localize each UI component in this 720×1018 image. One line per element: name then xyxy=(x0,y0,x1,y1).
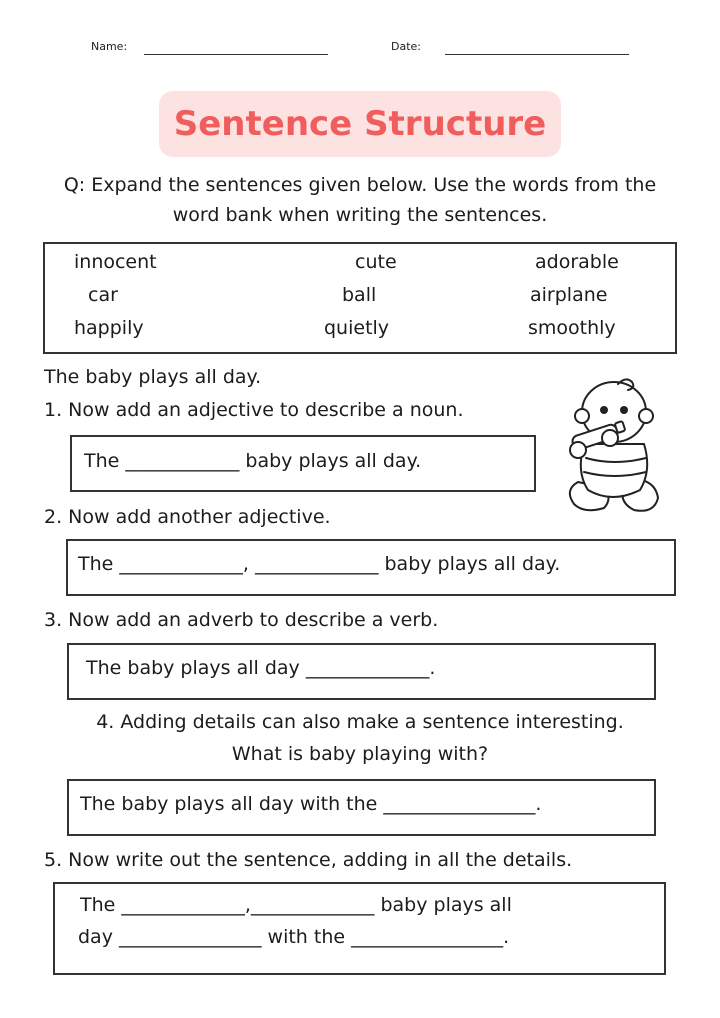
step-4-instruction-line-2: What is baby playing with? xyxy=(231,743,489,765)
step-3-instruction: 3. Now add an adverb to describe a verb. xyxy=(44,609,439,631)
question-line-1: Q: Expand the sentences given below. Use the words from the xyxy=(63,174,657,196)
step-5-instruction: 5. Now write out the sentence, adding in all the details. xyxy=(44,849,573,871)
step-1-answer-text: The ____________ baby plays all day. xyxy=(84,450,422,472)
word-bank-item: airplane xyxy=(530,284,608,306)
word-bank-item: smoothly xyxy=(528,317,616,339)
name-field[interactable] xyxy=(144,54,328,55)
page-title: Sentence Structure xyxy=(173,104,547,144)
step-4-answer-text: The baby plays all day with the ________________. xyxy=(80,793,542,815)
word-bank-item: quietly xyxy=(324,317,390,339)
word-bank-item: cute xyxy=(355,251,397,273)
baby-with-bottle-icon xyxy=(562,372,666,522)
step-2-answer-text: The _____________, _____________ baby plays all day. xyxy=(78,553,561,575)
step-5-answer-line-1: The _____________,_____________ baby plays all xyxy=(80,894,512,916)
date-label: Date: xyxy=(391,40,421,53)
step-4-instruction-line-1: 4. Adding details can also make a sentence interesting. xyxy=(96,711,624,733)
step-5-answer-line-2: day _______________ with the ________________. xyxy=(78,926,510,948)
word-bank-item: adorable xyxy=(535,251,619,273)
word-bank-item: car xyxy=(88,284,118,306)
word-bank-item: ball xyxy=(342,284,377,306)
step-3-answer-text: The baby plays all day _____________. xyxy=(86,657,436,679)
step-1-instruction: 1. Now add an adjective to describe a noun. xyxy=(44,399,464,421)
step-2-instruction: 2. Now add another adjective. xyxy=(44,506,331,528)
date-field[interactable] xyxy=(445,54,629,55)
question-line-2: word bank when writing the sentences. xyxy=(172,204,548,226)
word-bank-item: innocent xyxy=(74,251,157,273)
base-sentence: The baby plays all day. xyxy=(44,366,262,388)
name-label: Name: xyxy=(91,40,128,53)
word-bank-item: happily xyxy=(74,317,144,339)
